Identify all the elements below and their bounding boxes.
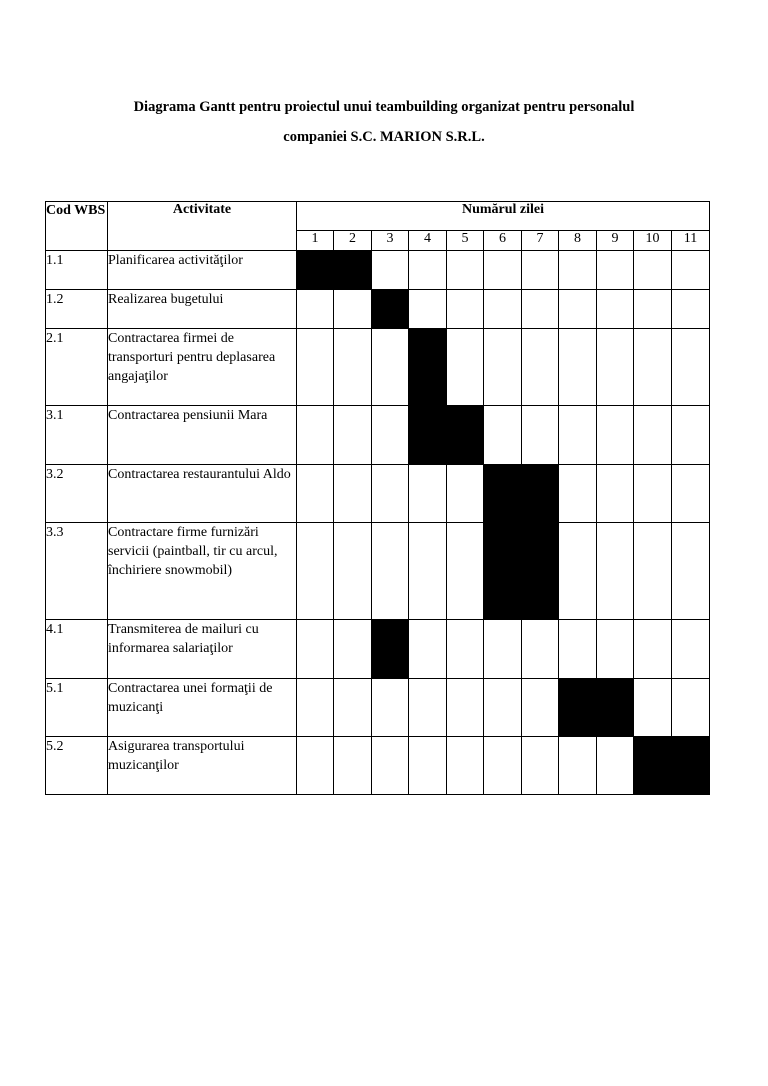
wbs-code: 5.2: [46, 737, 108, 795]
activity-name: Contractarea unei formaţii de muzicanţi: [108, 679, 297, 737]
day-header-cell: 6: [484, 231, 522, 251]
gantt-empty-cell: [297, 290, 334, 329]
gantt-empty-cell: [409, 620, 447, 679]
gantt-empty-cell: [597, 737, 634, 795]
gantt-empty-cell: [447, 737, 484, 795]
gantt-empty-cell: [297, 620, 334, 679]
wbs-code: 3.2: [46, 465, 108, 523]
gantt-empty-cell: [559, 329, 597, 406]
activity-name: Contractarea restaurantului Aldo: [108, 465, 297, 523]
gantt-empty-cell: [522, 290, 559, 329]
gantt-empty-cell: [597, 290, 634, 329]
gantt-empty-cell: [597, 251, 634, 290]
gantt-empty-cell: [334, 620, 372, 679]
gantt-empty-cell: [484, 620, 522, 679]
gantt-empty-cell: [597, 523, 634, 620]
gantt-bar-cell: [484, 465, 522, 523]
gantt-empty-cell: [334, 465, 372, 523]
gantt-empty-cell: [559, 290, 597, 329]
table-row: [46, 679, 710, 737]
gantt-empty-cell: [409, 251, 447, 290]
title-line-2: companiei S.C. MARION S.R.L.: [283, 129, 485, 145]
gantt-empty-cell: [672, 523, 710, 620]
wbs-code: 3.3: [46, 523, 108, 620]
gantt-empty-cell: [634, 620, 672, 679]
gantt-empty-cell: [334, 737, 372, 795]
gantt-empty-cell: [484, 290, 522, 329]
gantt-empty-cell: [334, 523, 372, 620]
gantt-empty-cell: [672, 290, 710, 329]
gantt-empty-cell: [634, 329, 672, 406]
wbs-code: 2.1: [46, 329, 108, 406]
gantt-empty-cell: [334, 679, 372, 737]
day-header-cell: 3: [372, 231, 409, 251]
table-row: [46, 523, 710, 620]
table-row: [46, 737, 710, 795]
day-header-cell: 2: [334, 231, 372, 251]
activity-name: Contractarea firmei de transporturi pentru deplasarea angajaţilor: [108, 329, 297, 406]
gantt-empty-cell: [409, 523, 447, 620]
day-header-cell: 7: [522, 231, 559, 251]
activity-name: Realizarea bugetului: [108, 290, 297, 329]
gantt-empty-cell: [634, 251, 672, 290]
gantt-empty-cell: [484, 251, 522, 290]
gantt-empty-cell: [559, 737, 597, 795]
gantt-empty-cell: [559, 251, 597, 290]
gantt-empty-cell: [334, 290, 372, 329]
gantt-empty-cell: [634, 290, 672, 329]
gantt-bar-cell: [597, 679, 634, 737]
wbs-code: 1.1: [46, 251, 108, 290]
table-row: [46, 290, 710, 329]
gantt-empty-cell: [484, 679, 522, 737]
activity-name: Contractare firme furnizări servicii (paintball, tir cu arcul, închiriere snowmobil): [108, 523, 297, 620]
day-header-cell: 1: [297, 231, 334, 251]
header-numarul-zilei: Numărul zilei: [297, 202, 710, 231]
gantt-bar-cell: [447, 406, 484, 465]
header-activitate: Activitate: [108, 202, 297, 251]
gantt-empty-cell: [297, 737, 334, 795]
gantt-bar-cell: [522, 523, 559, 620]
wbs-code: 1.2: [46, 290, 108, 329]
gantt-empty-cell: [522, 737, 559, 795]
day-header-cell: 4: [409, 231, 447, 251]
gantt-empty-cell: [522, 406, 559, 465]
gantt-empty-cell: [447, 251, 484, 290]
gantt-empty-cell: [372, 523, 409, 620]
gantt-empty-cell: [409, 465, 447, 523]
day-header-cell: 10: [634, 231, 672, 251]
day-header-cell: 9: [597, 231, 634, 251]
gantt-empty-cell: [447, 290, 484, 329]
gantt-empty-cell: [522, 620, 559, 679]
gantt-empty-cell: [597, 329, 634, 406]
gantt-empty-cell: [372, 406, 409, 465]
gantt-empty-cell: [634, 679, 672, 737]
gantt-bar-cell: [672, 737, 710, 795]
gantt-empty-cell: [447, 523, 484, 620]
gantt-empty-cell: [447, 679, 484, 737]
title-line-1: Diagrama Gantt pentru proiectul unui teambuilding organizat pentru personalul: [133, 99, 635, 115]
gantt-empty-cell: [334, 329, 372, 406]
gantt-empty-cell: [372, 679, 409, 737]
gantt-empty-cell: [522, 251, 559, 290]
gantt-empty-cell: [522, 329, 559, 406]
gantt-empty-cell: [447, 465, 484, 523]
gantt-empty-cell: [484, 329, 522, 406]
gantt-empty-cell: [559, 523, 597, 620]
gantt-empty-cell: [372, 251, 409, 290]
table-row: [46, 465, 710, 523]
wbs-code: 3.1: [46, 406, 108, 465]
gantt-empty-cell: [409, 679, 447, 737]
gantt-empty-cell: [372, 329, 409, 406]
gantt-empty-cell: [447, 329, 484, 406]
gantt-empty-cell: [297, 523, 334, 620]
gantt-empty-cell: [484, 737, 522, 795]
wbs-code: 4.1: [46, 620, 108, 679]
gantt-empty-cell: [297, 329, 334, 406]
gantt-empty-cell: [634, 523, 672, 620]
gantt-bar-cell: [372, 290, 409, 329]
gantt-empty-cell: [672, 406, 710, 465]
gantt-empty-cell: [597, 465, 634, 523]
gantt-bar-cell: [334, 251, 372, 290]
gantt-empty-cell: [597, 406, 634, 465]
document-title: [0, 92, 768, 152]
gantt-empty-cell: [447, 620, 484, 679]
gantt-empty-cell: [634, 406, 672, 465]
gantt-bar-cell: [372, 620, 409, 679]
gantt-empty-cell: [297, 465, 334, 523]
gantt-bar-cell: [484, 523, 522, 620]
gantt-table: [45, 201, 710, 795]
table-row: [46, 251, 710, 290]
header-cod-wbs: Cod WBS: [46, 202, 108, 251]
gantt-empty-cell: [334, 406, 372, 465]
table-row: [46, 329, 710, 406]
activity-name: Transmiterea de mailuri cu informarea salariaţilor: [108, 620, 297, 679]
gantt-bar-cell: [297, 251, 334, 290]
gantt-empty-cell: [597, 620, 634, 679]
wbs-code: 5.1: [46, 679, 108, 737]
gantt-empty-cell: [559, 620, 597, 679]
table-row: [46, 620, 710, 679]
gantt-empty-cell: [522, 679, 559, 737]
day-header-cell: 11: [672, 231, 710, 251]
gantt-empty-cell: [559, 406, 597, 465]
activity-name: Asigurarea transportului muzicanţilor: [108, 737, 297, 795]
gantt-empty-cell: [672, 679, 710, 737]
gantt-bar-cell: [409, 406, 447, 465]
gantt-empty-cell: [559, 465, 597, 523]
activity-name: Planificarea activităţilor: [108, 251, 297, 290]
gantt-empty-cell: [672, 465, 710, 523]
gantt-empty-cell: [672, 620, 710, 679]
gantt-bar-cell: [409, 329, 447, 406]
day-header-cell: 5: [447, 231, 484, 251]
gantt-empty-cell: [672, 251, 710, 290]
gantt-empty-cell: [672, 329, 710, 406]
gantt-empty-cell: [634, 465, 672, 523]
gantt-empty-cell: [409, 290, 447, 329]
activity-name: Contractarea pensiunii Mara: [108, 406, 297, 465]
gantt-bar-cell: [559, 679, 597, 737]
gantt-empty-cell: [297, 406, 334, 465]
table-row: [46, 406, 710, 465]
gantt-empty-cell: [484, 406, 522, 465]
gantt-bar-cell: [634, 737, 672, 795]
gantt-empty-cell: [372, 737, 409, 795]
day-header-cell: 8: [559, 231, 597, 251]
gantt-empty-cell: [372, 465, 409, 523]
gantt-empty-cell: [297, 679, 334, 737]
gantt-empty-cell: [409, 737, 447, 795]
gantt-bar-cell: [522, 465, 559, 523]
